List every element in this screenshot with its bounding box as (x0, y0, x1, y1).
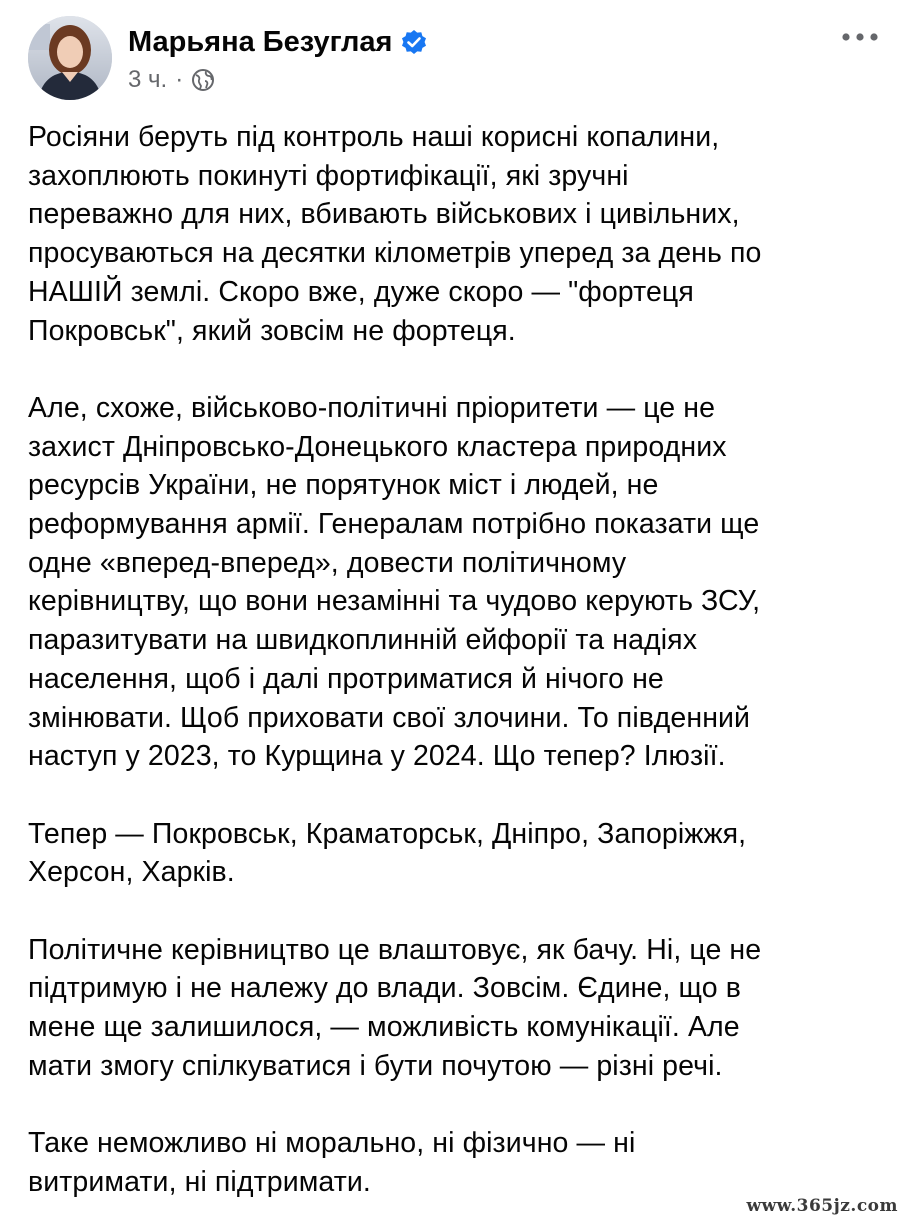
post-header (24, 14, 886, 104)
post-paragraph-1: Росіяни беруть під контроль наші корисні копалини, захоплюють покинуті фортифікації, які зручні переважно для них, вбивають військових і цивільних, просуваються на десятки кілометрів уперед за день по НАШІЙ землі. Скоро вже, дуже скоро — "фортеця Покровськ", який зовсім не фортеця. (28, 121, 762, 347)
verified-badge-icon (400, 28, 428, 56)
post-timestamp[interactable]: 3 ч. (128, 66, 168, 93)
post-paragraph-3: Тепер — Покровськ, Краматорськ, Дніпро, Запоріжжя, Херсон, Харків. (28, 817, 747, 889)
author-block (128, 22, 428, 94)
post-meta (128, 66, 428, 94)
author-name[interactable]: Марьяна Безуглая (128, 25, 393, 58)
person-avatar-icon (28, 16, 112, 100)
author-avatar[interactable] (28, 16, 112, 100)
post-paragraph-5: Таке неможливо ні морально, ні фізично — ні витримати, ні підтримати. (28, 1127, 636, 1198)
more-options-button[interactable] (836, 22, 884, 52)
author-name-row (128, 22, 428, 62)
post-paragraph-2: Але, схоже, військово-політичні пріоритети — це не захист Дніпровсько-Донецького кластера природних ресурсів України, не порятунок міст і людей, не реформування армії. Генералам потрібно показати ще одне «вперед-вперед», довести політичному керівництву, що вони незамінні та чудово керують ЗСУ, паразитувати на швидкоплинній ейфорії та надіях населення, щоб і далі протриматися й нічого не змінювати. Щоб приховати свої злочини. То південний наступ у 2023, то Курщина у 2024. Що тепер? Ілюзії. (28, 391, 761, 773)
post-paragraph-4: Політичне керівництво це влаштовує, як бачу. Ні, це не підтримую і не належу до влади. Зовсім. Єдине, що в мене ще залишилося, — можливість комунікації. Але мати змогу спілкуватися і бути почутою — різні речі. (28, 933, 762, 1082)
ellipsis-icon (840, 32, 880, 42)
globe-icon[interactable] (191, 68, 215, 92)
post-body (28, 118, 890, 1202)
site-watermark: www.365jz.com (746, 1196, 898, 1216)
meta-separator: · (175, 66, 184, 93)
